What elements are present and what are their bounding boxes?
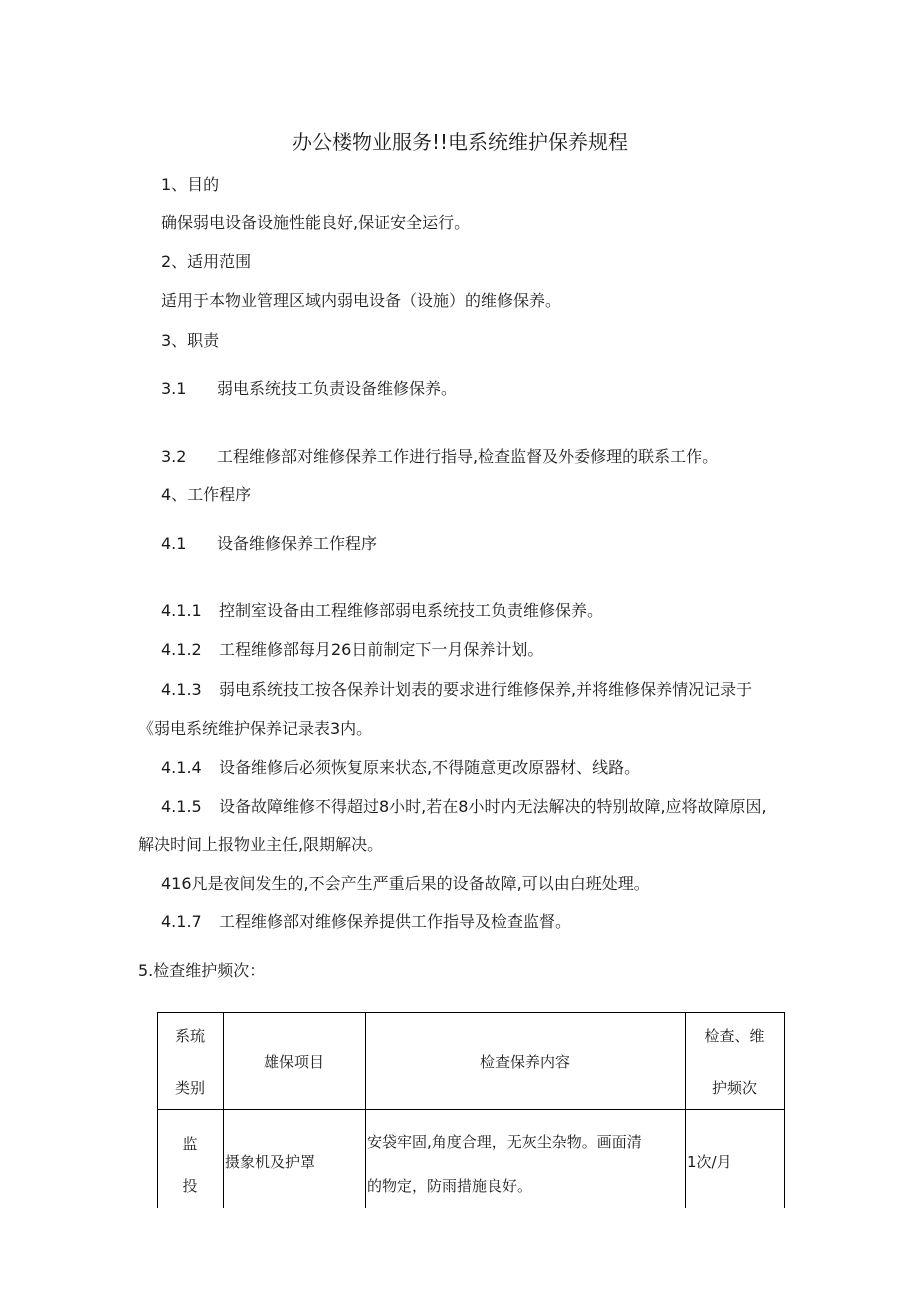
section-4-heading: 4、工作程序 — [161, 485, 252, 504]
item-number: 4.1.7 — [161, 912, 202, 931]
item-text: 工程维修部每月26日前制定下一月保养计划。 — [219, 640, 544, 659]
item-text: 弱电系统技工按各保养计划表的要求进行维修保养,并将维修保养情况记录于 — [219, 680, 753, 699]
item-number: 4.1.1 — [161, 601, 202, 620]
section-4-item-3-continuation: 《弱电系统维护保养记录表3内。 — [138, 719, 373, 738]
section-4-item-5 — [161, 796, 767, 818]
section-5-heading: 5.检查维护频次： — [138, 961, 266, 980]
item-text: 工程维修部对维修保养提供工作指导及检查监督。 — [219, 912, 572, 931]
item-text: 控制室设备由工程维修部弱电系统技工负责维修保养。 — [219, 601, 604, 620]
row-maintenance-item: 摄象机及护罩 — [225, 1153, 316, 1171]
item-number: 4.1.4 — [161, 758, 202, 777]
section-4-item-2 — [161, 639, 543, 661]
header-frequency-line-1: 检查、维 — [704, 1027, 765, 1045]
section-4-item-1 — [161, 600, 603, 622]
item-text: 工程维修部对维修保养工作进行指导,检查监督及外委修理的联系工作。 — [217, 447, 719, 466]
item-text: 设备故障维修不得超过8小时,若在8小时内无法解决的特别故障,应将故障原因, — [219, 797, 767, 816]
row-content-line-1: 安袋牢固,角度合理，无灰尘杂物。画面清 — [367, 1133, 642, 1151]
document-title: 办公楼物业服务!!电系统维护保养规程 — [291, 130, 629, 154]
item-number: 3.2 — [161, 447, 187, 466]
table-divider-1 — [223, 1012, 224, 1208]
item-number: 4.1.2 — [161, 640, 202, 659]
header-category-line-1: 系琉 — [174, 1027, 205, 1045]
item-number: 4.1.3 — [161, 680, 202, 699]
section-4-subheading — [161, 533, 377, 555]
section-3-item-1 — [161, 378, 457, 400]
section-2-heading: 2、适用范围 — [161, 252, 252, 271]
row-category-line-1: 监 — [182, 1135, 198, 1153]
item-text: 设备维修后必须恢复原来状态,不得随意更改原器材、线路。 — [219, 758, 641, 777]
header-frequency-line-2: 护频次 — [711, 1079, 757, 1097]
inspection-frequency-table — [157, 1012, 785, 1208]
section-2-text: 适用于本物业管理区域内弱电设备（设施）的维修保养。 — [161, 291, 562, 310]
section-1-heading: 1、目的 — [161, 175, 220, 194]
item-text: 弱电系统技工负责设备维修保养。 — [217, 379, 458, 398]
section-4-item-3 — [161, 679, 752, 701]
item-number: 4.1.5 — [161, 797, 202, 816]
item-number: 4.1 — [161, 534, 187, 553]
row-content-line-2: 的物定，防雨措施良好。 — [367, 1177, 533, 1195]
section-4-item-6: 416凡是夜间发生的,不会产生严重后果的设备故障,可以由白班处理。 — [161, 874, 650, 893]
section-4-item-4 — [161, 757, 640, 779]
item-text: 设备维修保养工作程序 — [217, 534, 378, 553]
table-header-divider — [157, 1109, 785, 1110]
header-inspection-content: 检查保养内容 — [479, 1053, 570, 1071]
section-3-item-2 — [161, 446, 718, 468]
item-number: 3.1 — [161, 379, 187, 398]
row-category-line-2: 投 — [182, 1177, 198, 1195]
table-divider-2 — [365, 1012, 366, 1208]
header-maintenance-item: 雄保项目 — [263, 1053, 324, 1071]
section-4-item-7 — [161, 911, 571, 933]
table-border-top — [157, 1012, 785, 1013]
row-frequency: 1次/月 — [687, 1153, 732, 1171]
section-4-item-5-continuation: 解决时间上报物业主任,限期解决。 — [138, 835, 384, 854]
section-3-heading: 3、职责 — [161, 331, 220, 350]
section-1-text: 确保弱电设备设施性能良好,保证安全运行。 — [161, 213, 471, 232]
table-border-right — [784, 1012, 785, 1208]
header-category-line-2: 类别 — [174, 1079, 205, 1097]
